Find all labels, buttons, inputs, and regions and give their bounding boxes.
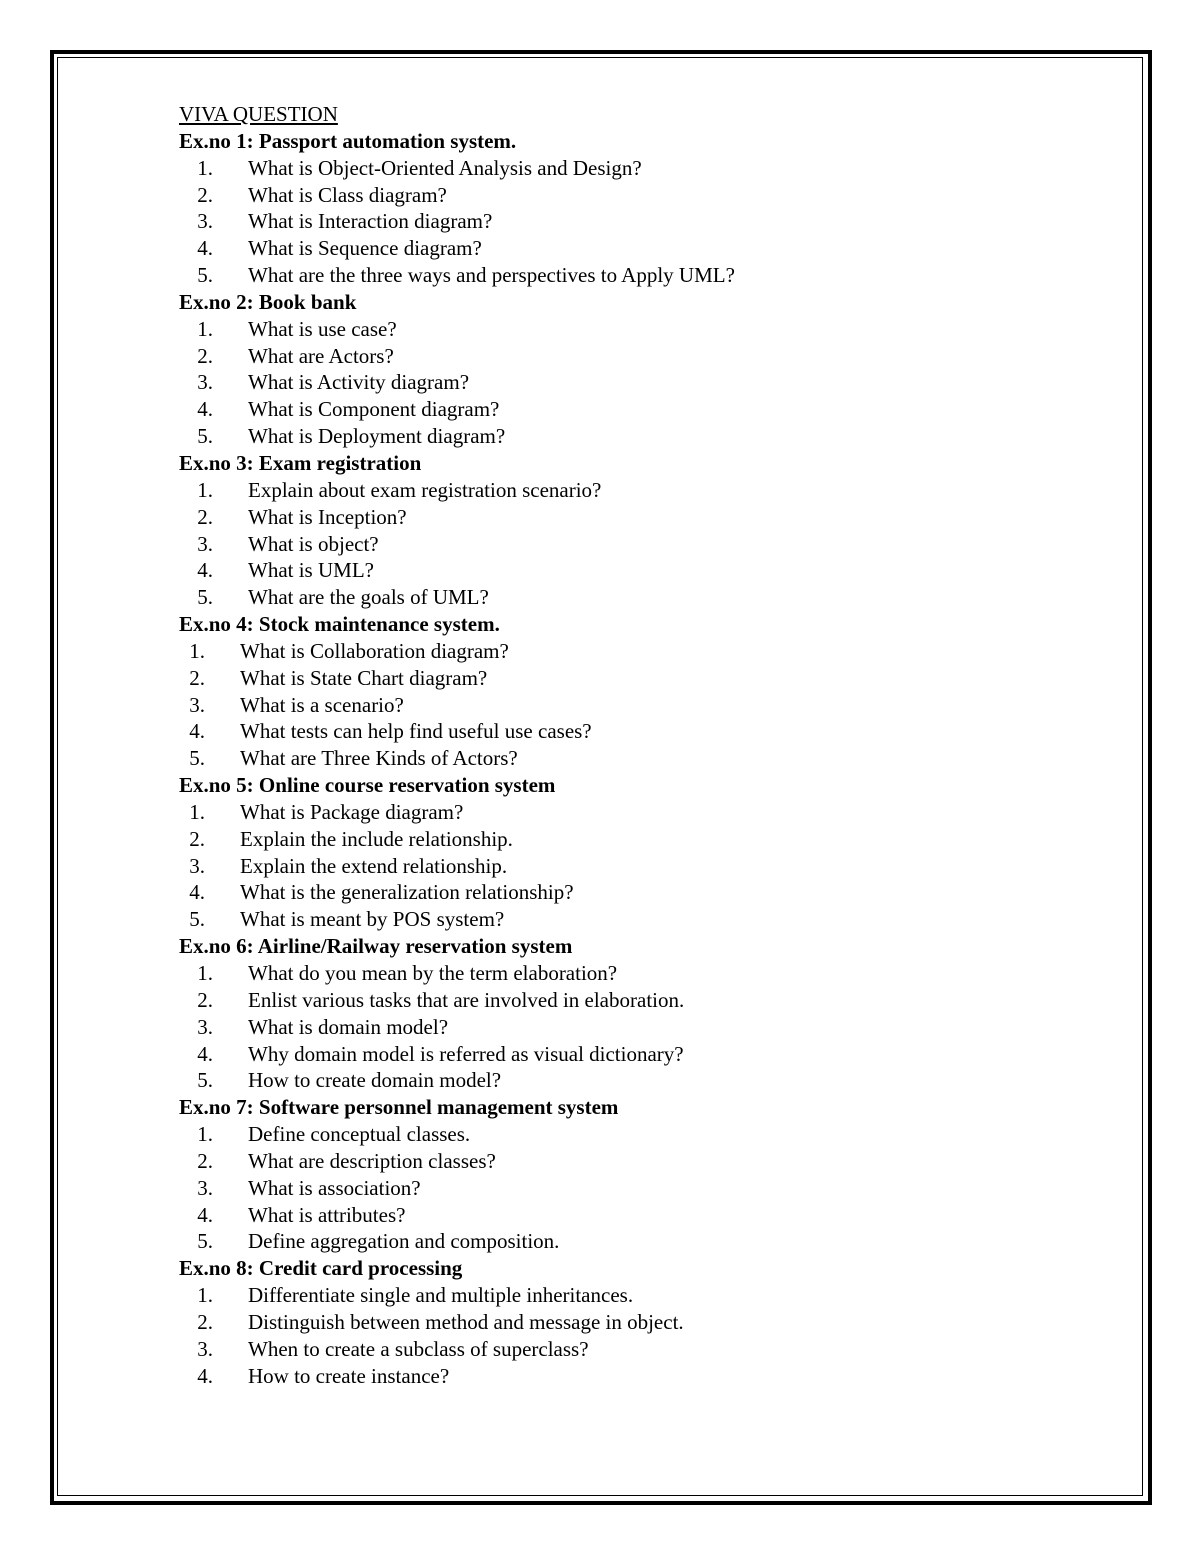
question-text: Explain the include relationship. (240, 826, 513, 851)
question-number: 2. (197, 1309, 213, 1334)
question-number: 2. (189, 826, 205, 851)
section-heading: Ex.no 3: Exam registration (179, 450, 422, 475)
exercise-section (179, 1255, 1079, 1389)
question-number: 5. (197, 585, 213, 610)
question-number: 3. (197, 1175, 213, 1200)
question-number: 5. (189, 907, 205, 932)
question-text: Enlist various tasks that are involved in elaboration. (248, 987, 685, 1012)
question-list (179, 477, 1079, 611)
question-text: Differentiate single and multiple inheritances. (248, 1283, 634, 1308)
exercise-section (179, 933, 1079, 1094)
question-item (179, 262, 1079, 289)
question-number: 1. (197, 1122, 213, 1147)
question-text: What is use case? (248, 316, 397, 341)
question-text: What do you mean by the term elaboration? (248, 961, 618, 985)
question-text: What is Interaction diagram? (248, 209, 493, 234)
question-text: Distinguish between method and message in object. (248, 1309, 684, 1334)
question-item (179, 960, 1079, 987)
question-item (179, 1336, 1079, 1363)
exercise-section (179, 289, 1079, 450)
question-number: 1. (197, 1283, 213, 1308)
question-text: What are Three Kinds of Actors? (240, 746, 518, 771)
question-text: What are description classes? (248, 1148, 496, 1173)
question-number: 5. (197, 1229, 213, 1254)
question-text: What is meant by POS system? (240, 907, 505, 932)
question-text: What is the generalization relationship? (240, 880, 574, 905)
question-item (179, 1228, 1079, 1255)
question-number: 4. (197, 1202, 213, 1227)
question-text: When to create a subclass of superclass? (248, 1336, 589, 1361)
question-number: 3. (197, 209, 213, 234)
question-number: 5. (197, 263, 213, 288)
question-text: How to create domain model? (248, 1068, 502, 1093)
question-item (179, 987, 1079, 1014)
question-number: 4. (197, 397, 213, 422)
question-item (179, 638, 1079, 665)
question-item (179, 208, 1079, 235)
question-item (179, 1363, 1079, 1390)
question-item (179, 557, 1079, 584)
question-item (179, 584, 1079, 611)
question-number: 3. (189, 853, 205, 878)
question-list (179, 316, 1079, 450)
question-number: 1. (189, 638, 205, 663)
question-text: What are the goals of UML? (248, 585, 489, 610)
question-number: 3. (189, 692, 205, 717)
question-number: 2. (197, 987, 213, 1012)
question-text: What tests can help find useful use cases? (240, 719, 592, 744)
question-number: 1. (189, 799, 205, 824)
question-text: What is a scenario? (240, 692, 404, 717)
question-text: What is Inception? (248, 504, 407, 529)
question-item (179, 826, 1079, 853)
question-item (179, 1282, 1079, 1309)
question-list (179, 155, 1079, 289)
question-text: Why domain model is referred as visual dictionary? (248, 1041, 684, 1066)
question-text: Explain the extend relationship. (240, 853, 508, 878)
question-item (179, 396, 1079, 423)
exercise-section (179, 128, 1079, 289)
question-item (179, 316, 1079, 343)
question-number: 5. (197, 1068, 213, 1093)
question-text: What is association? (248, 1175, 421, 1200)
question-item (179, 745, 1079, 772)
section-heading: Ex.no 1: Passport automation system. (179, 128, 517, 153)
question-item (179, 1067, 1079, 1094)
question-number: 4. (197, 236, 213, 261)
section-heading: Ex.no 7: Software personnel management system (179, 1095, 619, 1120)
question-text: What is attributes? (248, 1202, 406, 1227)
question-number: 5. (197, 424, 213, 449)
question-item (179, 718, 1079, 745)
question-item (179, 423, 1079, 450)
question-number: 3. (197, 370, 213, 395)
question-number: 4. (197, 1041, 213, 1066)
question-number: 2. (197, 343, 213, 368)
question-item (179, 1202, 1079, 1229)
section-heading: Ex.no 6: Airline/Railway reservation system (179, 934, 573, 959)
question-text: Explain about exam registration scenario? (248, 477, 602, 502)
question-number: 4. (197, 558, 213, 583)
document-title: VIVA QUESTION (179, 102, 338, 126)
exercise-section (179, 611, 1079, 772)
question-text: What are the three ways and perspectives to Apply UML? (248, 263, 735, 288)
question-item (179, 182, 1079, 209)
question-item (179, 799, 1079, 826)
question-number: 4. (189, 719, 205, 744)
section-heading: Ex.no 4: Stock maintenance system. (179, 612, 500, 637)
question-item (179, 155, 1079, 182)
question-text: What is Package diagram? (240, 799, 464, 824)
question-number: 1. (197, 961, 213, 985)
question-list (179, 960, 1079, 1094)
question-list (179, 1282, 1079, 1389)
question-list (179, 1121, 1079, 1255)
question-number: 2. (197, 182, 213, 207)
question-text: How to create instance? (248, 1363, 450, 1388)
question-number: 1. (197, 155, 213, 180)
question-item (179, 1121, 1079, 1148)
question-number: 4. (197, 1363, 213, 1388)
question-number: 3. (197, 1336, 213, 1361)
section-heading: Ex.no 8: Credit card processing (179, 1256, 463, 1281)
question-text: Define conceptual classes. (248, 1122, 471, 1147)
section-heading: Ex.no 2: Book bank (179, 289, 357, 314)
question-list (179, 799, 1079, 933)
document-body (179, 101, 1079, 1390)
question-text: What is Deployment diagram? (248, 424, 506, 449)
question-item (179, 343, 1079, 370)
question-number: 2. (197, 504, 213, 529)
question-text: What is State Chart diagram? (240, 665, 488, 690)
question-text: What is Component diagram? (248, 397, 500, 422)
question-text: What is object? (248, 531, 379, 556)
question-item (179, 853, 1079, 880)
question-number: 1. (197, 477, 213, 502)
question-list (179, 638, 1079, 772)
question-item (179, 1175, 1079, 1202)
question-item (179, 879, 1079, 906)
question-item (179, 692, 1079, 719)
exercise-section (179, 772, 1079, 933)
question-text: What are Actors? (248, 343, 394, 368)
question-item (179, 906, 1079, 933)
question-item (179, 369, 1079, 396)
question-item (179, 1014, 1079, 1041)
question-number: 2. (189, 665, 205, 690)
exercise-section (179, 450, 1079, 611)
question-text: What is UML? (248, 558, 374, 583)
question-text: Define aggregation and composition. (248, 1229, 560, 1254)
question-text: What is Collaboration diagram? (240, 638, 509, 663)
question-number: 3. (197, 531, 213, 556)
question-item (179, 477, 1079, 504)
question-text: What is Activity diagram? (248, 370, 470, 395)
question-number: 2. (197, 1148, 213, 1173)
question-number: 4. (189, 880, 205, 905)
question-item (179, 504, 1079, 531)
question-item (179, 235, 1079, 262)
question-item (179, 1148, 1079, 1175)
question-number: 3. (197, 1014, 213, 1039)
question-item (179, 1041, 1079, 1068)
section-heading: Ex.no 5: Online course reservation system (179, 773, 556, 798)
question-item (179, 665, 1079, 692)
question-text: What is domain model? (248, 1014, 449, 1039)
question-number: 1. (197, 316, 213, 341)
exercise-section (179, 1094, 1079, 1255)
question-item (179, 1309, 1079, 1336)
sections-container (179, 128, 1079, 1390)
question-item (179, 531, 1079, 558)
question-number: 5. (189, 746, 205, 771)
question-text: What is Class diagram? (248, 182, 447, 207)
question-text: What is Sequence diagram? (248, 236, 482, 261)
question-text: What is Object-Oriented Analysis and Design? (248, 155, 642, 180)
